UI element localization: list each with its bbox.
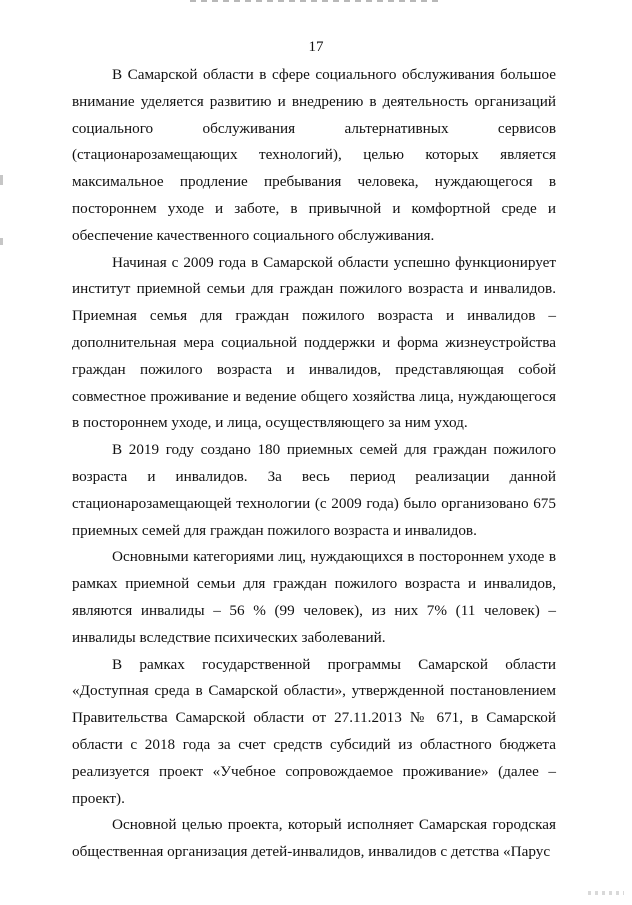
paragraph-social-services: В Самарской области в сфере социального обслуживания большое внимание уделяется развитию и внедрению в деятельность организаций социального обслуживания альтернативных сервисов (стационарозамещающих технологий), целью которых является максимальное продление пребывания человека, нуждающегося в постороннем уходе и заботе, в привычной и комфортной среде и обеспечение качественного социального обслуживания. xyxy=(72,66,556,244)
scan-top-rule xyxy=(190,0,440,2)
page-number: 17 xyxy=(308,39,324,55)
scan-edge-mark xyxy=(0,238,3,245)
scan-edge-mark xyxy=(0,175,3,185)
paragraph-state-program: В рамках государственной программы Самарской области «Доступная среда в Самарской области», утвержденной постановлением Правительства Самарской области от 27.11.2013 № 671, в Самарской области с 2018 года за счет средств субсидий из областного бюджета реализуется проект «Учебное сопровождаемое проживание» (далее – проект). xyxy=(72,655,556,807)
document-body xyxy=(72,62,556,866)
paragraph-project-goal: Основной целью проекта, который исполняет Самарская городская общественная организация детей-инвалидов, инвалидов с детства «Парус xyxy=(72,816,556,861)
paragraph-2019-statistics: В 2019 году создано 180 приемных семей для граждан пожилого возраста и инвалидов. За весь период реализации данной стационарозамещающей технологии (с 2009 года) было организовано 675 приемных семей для граждан пожилого возраста и инвалидов. xyxy=(72,441,556,539)
paragraph-categories: Основными категориями лиц, нуждающихся в постороннем уходе в рамках приемной семьи для граждан пожилого возраста и инвалидов, являются инвалиды – 56 % (99 человек), из них 7% (11 человек) – инвалиды вследствие психических заболеваний. xyxy=(72,548,556,646)
scan-corner-mark xyxy=(588,891,624,895)
paragraph-foster-family-institute: Начиная с 2009 года в Самарской области успешно функционирует институт приемной семьи для граждан пожилого возраста и инвалидов. Приемная семья для граждан пожилого возраста и инвалидов – дополнительная мера социальной поддержки и форма жизнеустройства граждан пожилого возраста и инвалидов, представляющая собой совместное проживание и ведение общего хозяйства лица, нуждающегося в постороннем уходе, и лица, осуществляющего за ним уход. xyxy=(72,253,556,432)
